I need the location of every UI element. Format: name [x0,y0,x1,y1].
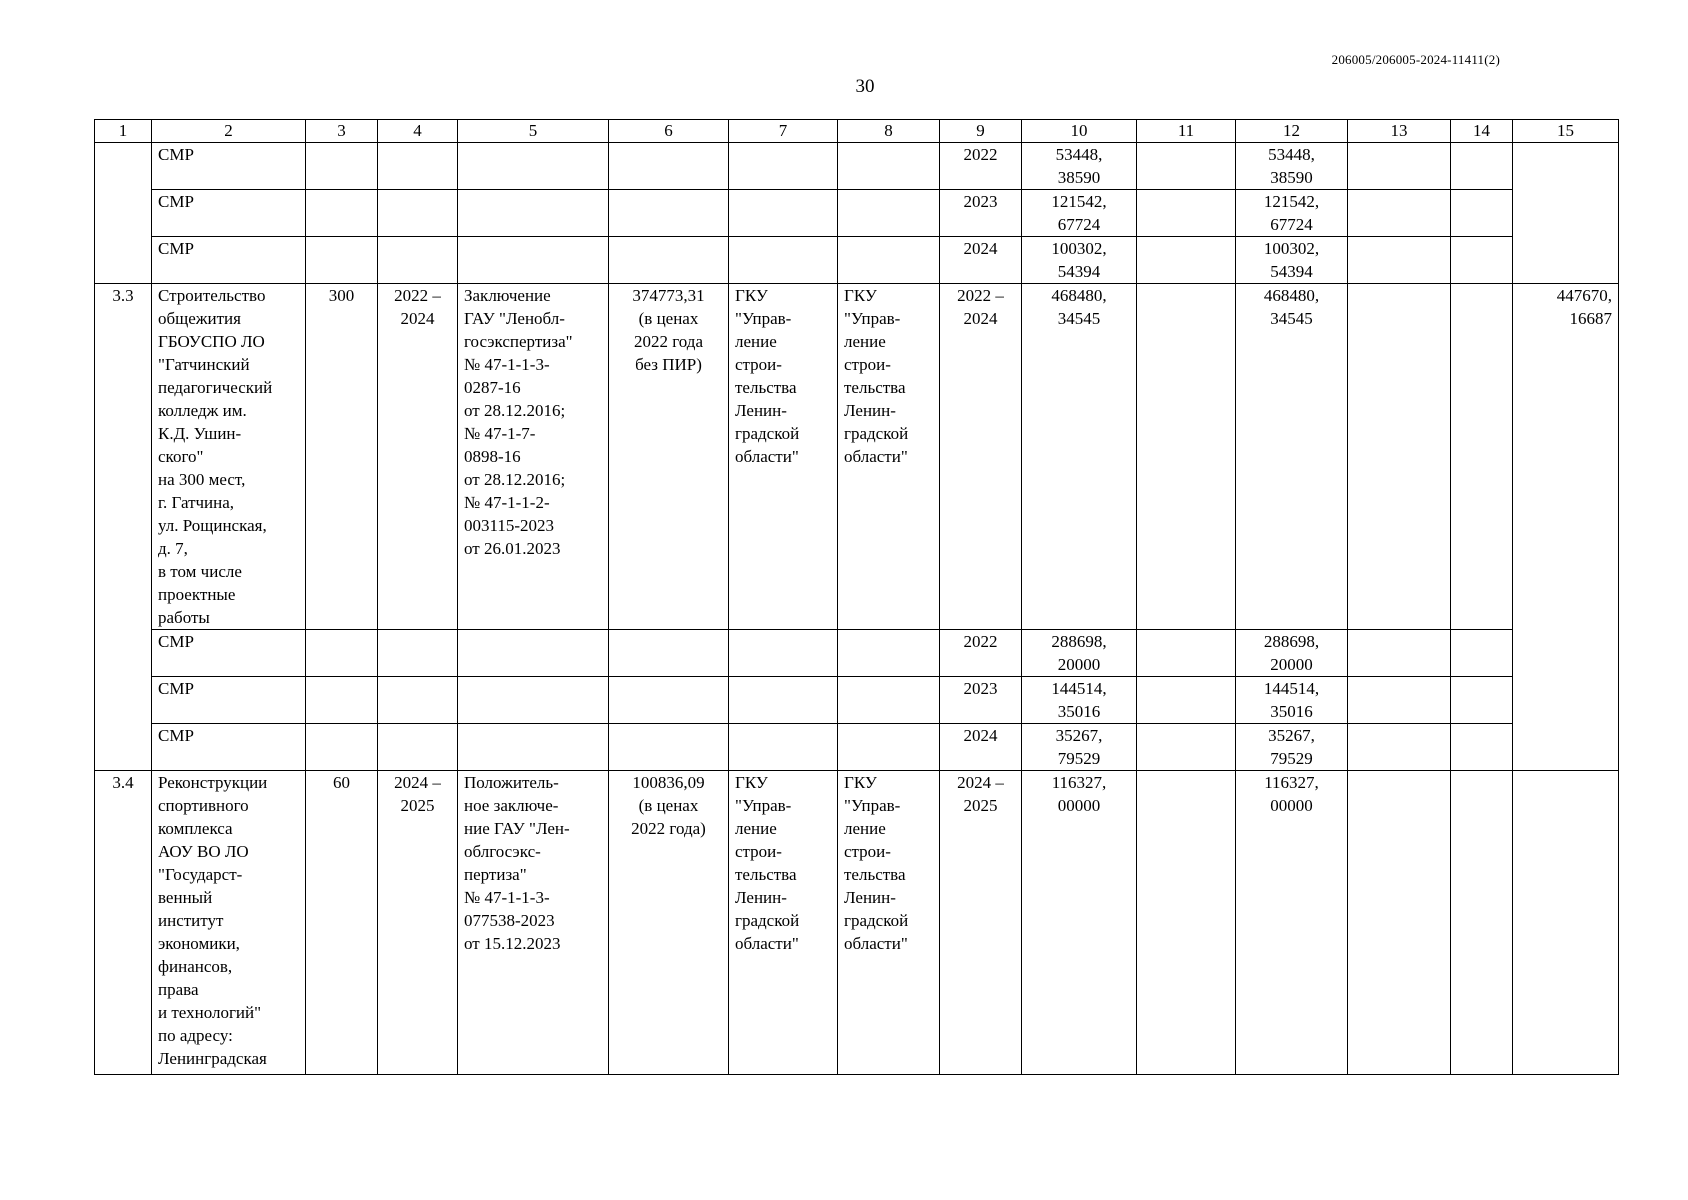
column-header: 12 [1236,120,1348,143]
row-label: СМР [152,143,306,190]
row-label: СМР [152,630,306,677]
amount-cell: 288698, 20000 [1236,630,1348,677]
estimated-cost-cell: 100836,09 (в ценах 2022 года) [609,771,729,1075]
column-header: 5 [458,120,609,143]
year-cell: 2024 [940,724,1022,771]
year-cell: 2023 [940,677,1022,724]
amount-cell: 53448, 38590 [1236,143,1348,190]
document-registration-number: 206005/206005-2024-11411(2) [1331,52,1500,67]
column-header: 3 [306,120,378,143]
amount-cell: 121542, 67724 [1022,190,1137,237]
row-label: СМР [152,237,306,284]
year-cell: 2024 – 2025 [940,771,1022,1075]
page-number: 30 [855,76,875,97]
amount-cell: 116327, 00000 [1022,771,1137,1075]
column-header: 4 [378,120,458,143]
developer-cell: ГКУ "Управ- ление строи- тельства Ленин- градской области" [838,771,940,1075]
row-label: СМР [152,190,306,237]
customer-cell: ГКУ "Управ- ление строи- тельства Ленин- градской области" [729,771,838,1075]
column-header: 15 [1513,120,1619,143]
amount-cell: 100302, 54394 [1022,237,1137,284]
capacity-cell: 60 [306,771,378,1075]
year-cell: 2022 [940,630,1022,677]
year-cell: 2022 – 2024 [940,284,1022,630]
column-header: 10 [1022,120,1137,143]
table-row [95,237,1619,284]
amount-cell: 100302, 54394 [1236,237,1348,284]
column-header: 8 [838,120,940,143]
object-name: Строительство общежития ГБОУСПО ЛО "Гатчинский педагогический колледж им. К.Д. Ушин- ского" на 300 мест, г. Гатчина, ул. Рощинская, д. 7, в том числе проектные работы [152,284,306,630]
expertise-cell: Положитель- ное заключе- ние ГАУ "Лен- облгосэкс- пертиза" № 47-1-1-3- 077538-2023 от 15.12.2023 [458,771,609,1075]
table-row-3-3 [95,284,1619,630]
amount-cell: 121542, 67724 [1236,190,1348,237]
expertise-cell: Заключение ГАУ "Ленобл- госэкспертиза" № 47-1-1-3- 0287-16 от 28.12.2016; № 47-1-7- 0898-16 от 28.12.2016; № 47-1-1-2- 003115-2023 от 26.01.2023 [458,284,609,630]
period-cell: 2024 – 2025 [378,771,458,1075]
period-cell: 2022 – 2024 [378,284,458,630]
column-header: 7 [729,120,838,143]
amount-cell: 35267, 79529 [1022,724,1137,771]
column-header: 13 [1348,120,1451,143]
empty-cell [1513,143,1619,284]
item-number: 3.3 [95,284,152,771]
capacity-cell: 300 [306,284,378,630]
column-header: 6 [609,120,729,143]
amount-cell: 468480, 34545 [1022,284,1137,630]
year-cell: 2023 [940,190,1022,237]
amount-cell: 447670, 16687 [1513,284,1619,771]
amount-cell: 144514, 35016 [1022,677,1137,724]
budget-table [94,119,1619,1075]
column-header: 9 [940,120,1022,143]
year-cell: 2024 [940,237,1022,284]
amount-cell: 288698, 20000 [1022,630,1137,677]
table-row [95,190,1619,237]
table-row-3-4 [95,771,1619,1075]
column-header: 11 [1137,120,1236,143]
empty-cell [95,143,152,284]
table-row [95,724,1619,771]
column-header: 1 [95,120,152,143]
amount-cell: 35267, 79529 [1236,724,1348,771]
row-label: СМР [152,724,306,771]
column-header: 2 [152,120,306,143]
customer-cell: ГКУ "Управ- ление строи- тельства Ленин- градской области" [729,284,838,630]
item-number: 3.4 [95,771,152,1075]
row-label: СМР [152,677,306,724]
column-number-header-row [95,120,1619,143]
table-row [95,143,1619,190]
developer-cell: ГКУ "Управ- ление строи- тельства Ленин- градской области" [838,284,940,630]
amount-cell: 144514, 35016 [1236,677,1348,724]
amount-cell: 468480, 34545 [1236,284,1348,630]
amount-cell: 53448, 38590 [1022,143,1137,190]
amount-cell: 116327, 00000 [1236,771,1348,1075]
object-name: Реконструкции спортивного комплекса АОУ ВО ЛО "Государст- венный институт экономики, финансов, права и технологий" по адресу: Ленинградская [152,771,306,1075]
column-header: 14 [1451,120,1513,143]
estimated-cost-cell: 374773,31 (в ценах 2022 года без ПИР) [609,284,729,630]
table-row [95,630,1619,677]
year-cell: 2022 [940,143,1022,190]
table-row [95,677,1619,724]
